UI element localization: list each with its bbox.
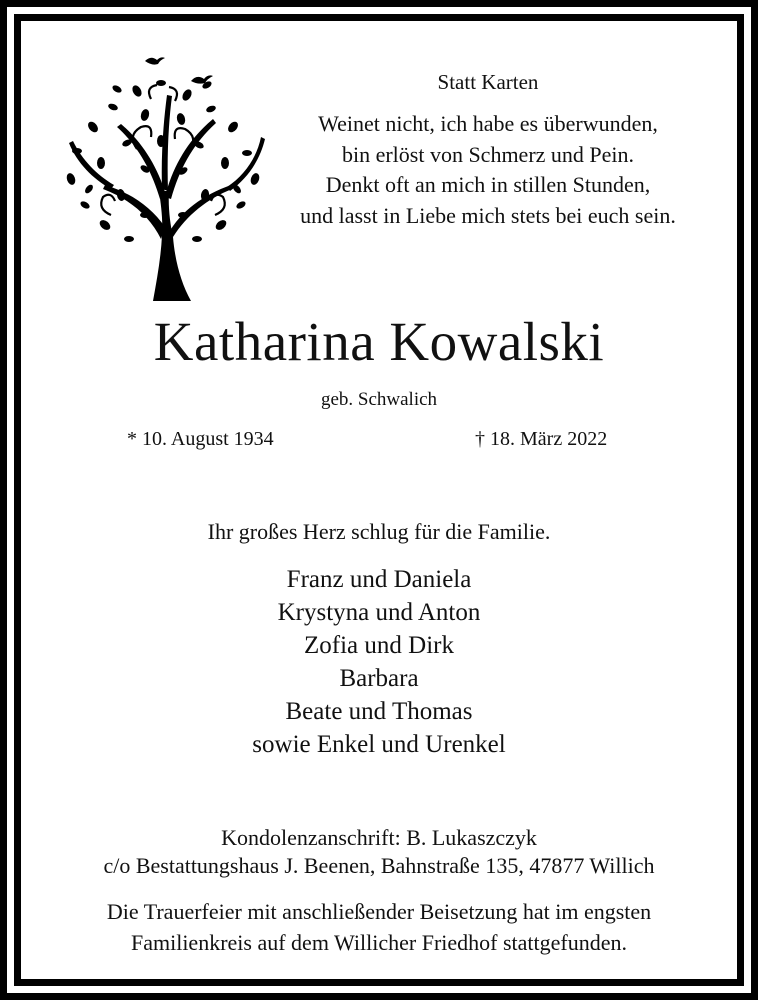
deceased-name: Katharina Kowalski xyxy=(153,311,605,372)
family-member: Franz und Daniela xyxy=(286,566,472,593)
poem-line: Denkt oft an mich in stillen Stunden, xyxy=(325,172,651,197)
death-date: † 18. März 2022 xyxy=(475,428,608,450)
condolence-address xyxy=(21,824,737,880)
condolence-line: Kondolenzanschrift: B. Lukaszczyk xyxy=(221,825,537,850)
tagline: Ihr großes Herz schlug für die Familie. xyxy=(207,519,551,544)
family-list xyxy=(21,563,737,761)
bird-icon xyxy=(145,57,165,64)
poem-line: bin erlöst von Schmerz und Pein. xyxy=(341,141,635,167)
statt-karten-heading: Statt Karten xyxy=(437,70,539,94)
birth-date: * 10. August 1934 xyxy=(127,428,274,450)
family-member: Beate und Thomas xyxy=(285,698,473,725)
tree-of-life-icon xyxy=(41,39,281,301)
family-member: Barbara xyxy=(339,665,419,692)
family-member: Zofia und Dirk xyxy=(304,632,454,659)
condolence-line: c/o Bestattungshaus J. Beenen, Bahnstraße 135, 47877 Willich xyxy=(103,853,655,878)
poem-line: und lasst in Liebe mich stets bei euch sein. xyxy=(300,202,676,228)
header-block xyxy=(263,67,713,231)
maiden-name: geb. Schwalich xyxy=(320,389,438,410)
poem xyxy=(263,109,713,231)
family-member: sowie Enkel und Urenkel xyxy=(252,731,506,758)
ceremony-line: Die Trauerfeier mit anschließender Beisetzung hat im engsten xyxy=(106,899,652,924)
ceremony-line: Familienkreis auf dem Willicher Friedhof stattgefunden. xyxy=(130,930,628,955)
family-member: Krystyna und Anton xyxy=(277,599,481,626)
poem-line: Weinet nicht, ich habe es überwunden, xyxy=(318,111,658,136)
notice-card xyxy=(14,14,744,986)
ceremony-note xyxy=(21,896,737,958)
